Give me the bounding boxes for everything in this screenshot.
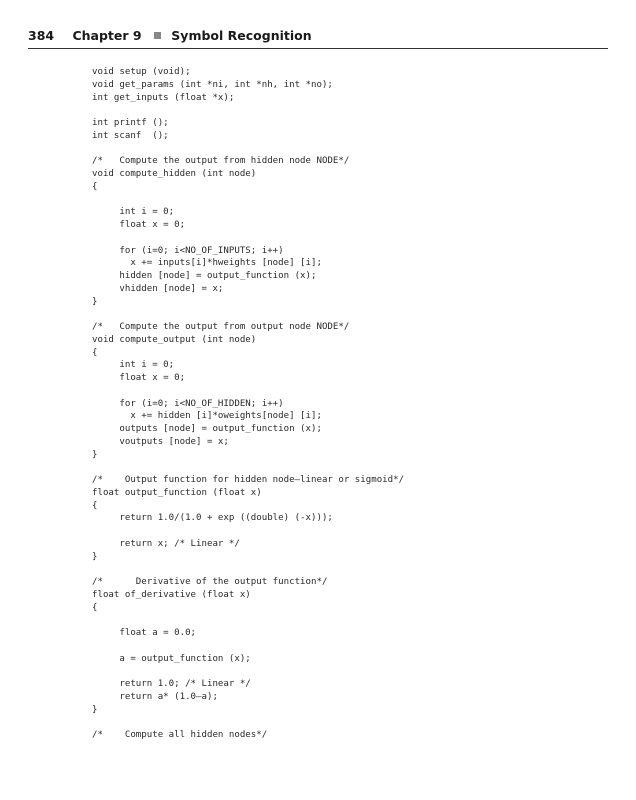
chapter-label: Chapter 9 xyxy=(72,28,142,43)
code-line: void get_params (int *ni, int *nh, int *no); xyxy=(92,79,333,90)
code-line: /* Compute all hidden nodes*/ xyxy=(92,730,268,740)
code-listing xyxy=(92,66,612,742)
code-line: for (i=0; i<NO_OF_HIDDEN; i++) xyxy=(92,398,284,409)
code-line xyxy=(92,614,612,627)
code-line: int get_inputs (float *x); xyxy=(92,92,235,103)
code-line: int scanf (); xyxy=(92,130,169,141)
code-line xyxy=(92,665,612,678)
code-line xyxy=(92,563,612,576)
page-header xyxy=(28,28,608,49)
code-line: } xyxy=(92,551,98,562)
code-line: for (i=0; i<NO_OF_INPUTS; i++) xyxy=(92,245,284,256)
code-line: a = output_function (x); xyxy=(92,653,251,664)
code-line: outputs [node] = output_function (x); xyxy=(92,424,322,434)
code-line: int i = 0; xyxy=(92,207,175,218)
code-line: { xyxy=(92,602,98,613)
code-line: { xyxy=(92,500,98,511)
code-line: float x = 0; xyxy=(92,220,186,230)
code-line: /* Compute the output from hidden node NODE*/ xyxy=(92,156,350,167)
code-line: float output_function (float x) xyxy=(92,487,262,498)
code-line: } xyxy=(92,449,98,460)
code-line: return 1.0/(1.0 + exp ((double) (-x))); xyxy=(92,513,333,524)
header-separator-square xyxy=(154,32,161,39)
code-line: x += hidden [i]*oweights[node] [i]; xyxy=(92,411,322,422)
code-line: void compute_output (int node) xyxy=(92,334,257,345)
code-line xyxy=(92,104,612,117)
page-number: 384 xyxy=(28,28,55,43)
code-line xyxy=(92,525,612,538)
code-line: return 1.0; /* Linear */ xyxy=(92,679,251,689)
code-line: { xyxy=(92,347,98,358)
code-line: void compute_hidden (int node) xyxy=(92,169,257,179)
code-line: } xyxy=(92,296,98,307)
code-line xyxy=(92,640,612,653)
code-line xyxy=(92,716,612,729)
code-line: hidden [node] = output_function (x); xyxy=(92,271,317,281)
code-line: float x = 0; xyxy=(92,373,186,383)
code-line: x += inputs[i]*hweights [node] [i]; xyxy=(92,258,322,269)
code-line: float a = 0.0; xyxy=(92,628,197,638)
code-line: return x; /* Linear */ xyxy=(92,538,240,549)
code-line: float of_derivative (float x) xyxy=(92,589,251,600)
code-line xyxy=(92,308,612,321)
code-line: voutputs [node] = x; xyxy=(92,436,229,447)
code-line: } xyxy=(92,704,98,715)
chapter-title: Symbol Recognition xyxy=(171,28,312,43)
code-line: int printf (); xyxy=(92,118,169,128)
code-line xyxy=(92,143,612,156)
code-line: int i = 0; xyxy=(92,360,175,371)
code-line: vhidden [node] = x; xyxy=(92,283,224,294)
code-line: /* Compute the output from output node NODE*/ xyxy=(92,322,350,332)
code-line: /* Output function for hidden node—linear or sigmoid*/ xyxy=(92,475,405,485)
code-line: return a* (1.0—a); xyxy=(92,691,218,702)
code-line xyxy=(92,461,612,474)
code-line xyxy=(92,194,612,207)
code-line: void setup (void); xyxy=(92,67,191,77)
code-line xyxy=(92,232,612,245)
code-line: /* Derivative of the output function*/ xyxy=(92,577,328,587)
code-line: { xyxy=(92,181,98,192)
code-line xyxy=(92,385,612,398)
